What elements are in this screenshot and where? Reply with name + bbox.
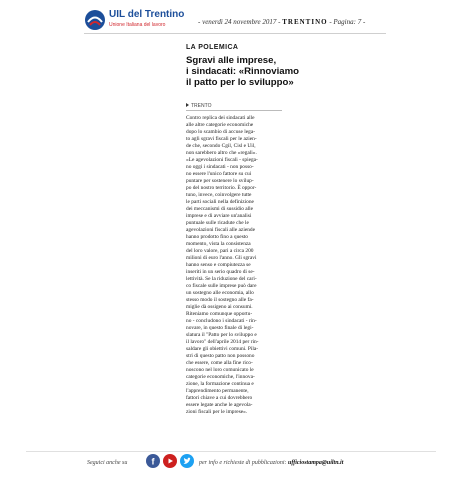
body-line: agevolazioni fiscali alle aziende [186,227,255,233]
body-line: inseriti in un serio quadro di se- [186,269,255,275]
publication-date: - venerdì 24 novembre 2017 - [198,18,281,26]
body-line: no oggi i sindacati - non posso- [186,164,254,170]
body-line: hanno senso e compiutezza se [186,262,251,268]
headline-line: i sindacati: «Rinnoviamo [186,65,300,77]
facebook-icon[interactable] [146,454,160,468]
uil-logo [84,9,184,35]
body-line: stesso modo il sostegno alle fa- [186,297,254,303]
footer [0,452,469,481]
headline-line: il patto per lo sviluppo» [186,76,294,88]
body-line: stri di questo patto non possono [186,353,255,359]
location-tag [186,103,211,109]
section-label: LA POLEMICA [186,44,239,51]
twitter-icon[interactable] [180,454,194,468]
uil-logo-icon [84,9,106,31]
body-line: puntuale sulle ricadute che le [186,220,249,226]
body-line: «Le agevolazioni fiscali - spiega- [186,157,258,163]
body-line: zione, la formazione continua e [186,381,254,387]
body-line: milioni di euro l'anno. Gli sgravi [186,255,257,261]
body-line: puntare per sostenere lo svilup- [186,178,254,184]
article-body [186,115,282,416]
body-line: categorie economiche, l'innova- [186,374,255,380]
body-line: Riteniamo comunque opportu- [186,311,253,317]
body-line: miglie dà ossigeno ai consumi. [186,304,253,310]
body-line: lettività. Se la riduzione del cari- [186,276,257,282]
body-line: che essere, come alla fine rico- [186,360,253,366]
body-line: no - concludono i sindacati - rin- [186,318,257,324]
location-divider [186,110,282,111]
body-line: hanno prodotto fino a questo [186,234,248,240]
body-line: noscono nel loro comunicato le [186,367,254,373]
body-line: de che, secondo Cgil, Cisl e Uil, [186,143,256,149]
article-headline [186,55,300,88]
press-email-link[interactable]: ufficiostampa@uiltn.it [288,460,344,466]
svg-text:f: f [151,456,155,467]
follow-text: Seguici anche su [87,460,128,466]
body-line: slatura il "Patto per lo sviluppo e [186,332,257,338]
logo-subtitle: Unione Italiana del lavoro [109,22,166,28]
body-line: no essere l'unico fattore su cui [186,171,252,177]
body-line: Contro replica dei sindacati alle [186,115,255,121]
location-marker-icon [186,103,189,107]
footer-info [199,460,343,466]
page-number: - Pagina: 7 - [329,18,366,26]
logo-name: UIL del Trentino [109,9,185,20]
body-line: dei meccanismi di sussidio alle [186,206,254,212]
body-line: imprese e di avviare un'analisi [186,213,252,219]
body-line: momento, vista la consistenza [186,241,251,247]
body-line: po del nostro territorio. È oppor- [186,185,257,191]
newspaper-name: TRENTINO [282,18,328,26]
body-line: le parti sociali nella definizione [186,199,254,205]
body-line: alle altre categorie economiche [186,122,254,128]
info-text: per info e richieste di pubblicazioni: [199,460,287,466]
headline-line: Sgravi alle imprese, [186,55,277,66]
body-line: zioni fiscali per le imprese». [186,409,248,415]
location-text: TRENTO [191,103,212,109]
body-line: saldare gli obiettivi comuni. Pila- [186,346,259,352]
body-line: novare, in questo finale di legi- [186,325,254,331]
body-line: l'apprendimento permanente, [186,388,249,394]
body-line: dopo lo scambio di accuse lega- [186,129,256,135]
body-line: un sostegno alle economia, allo [186,290,254,296]
body-line: del loro valore, pari a circa 200 [186,248,254,254]
dateline [198,18,365,26]
body-line: essere legate anche le agevola- [186,402,253,408]
body-line: tuno, invece, coinvolgere tutte [186,192,252,198]
body-line: fattori chiave a cui dovrebbero [186,395,253,401]
youtube-icon[interactable] [163,454,177,468]
body-line: co fiscale sulle imprese può dare [186,283,257,289]
body-line: il lavoro" dell'aprile 2014 per rin- [186,339,259,345]
body-line: non sarebbero altro che «regali». [186,150,257,156]
header-divider [84,33,386,34]
body-line: to agli sgravi fiscali per le azien- [186,136,257,142]
